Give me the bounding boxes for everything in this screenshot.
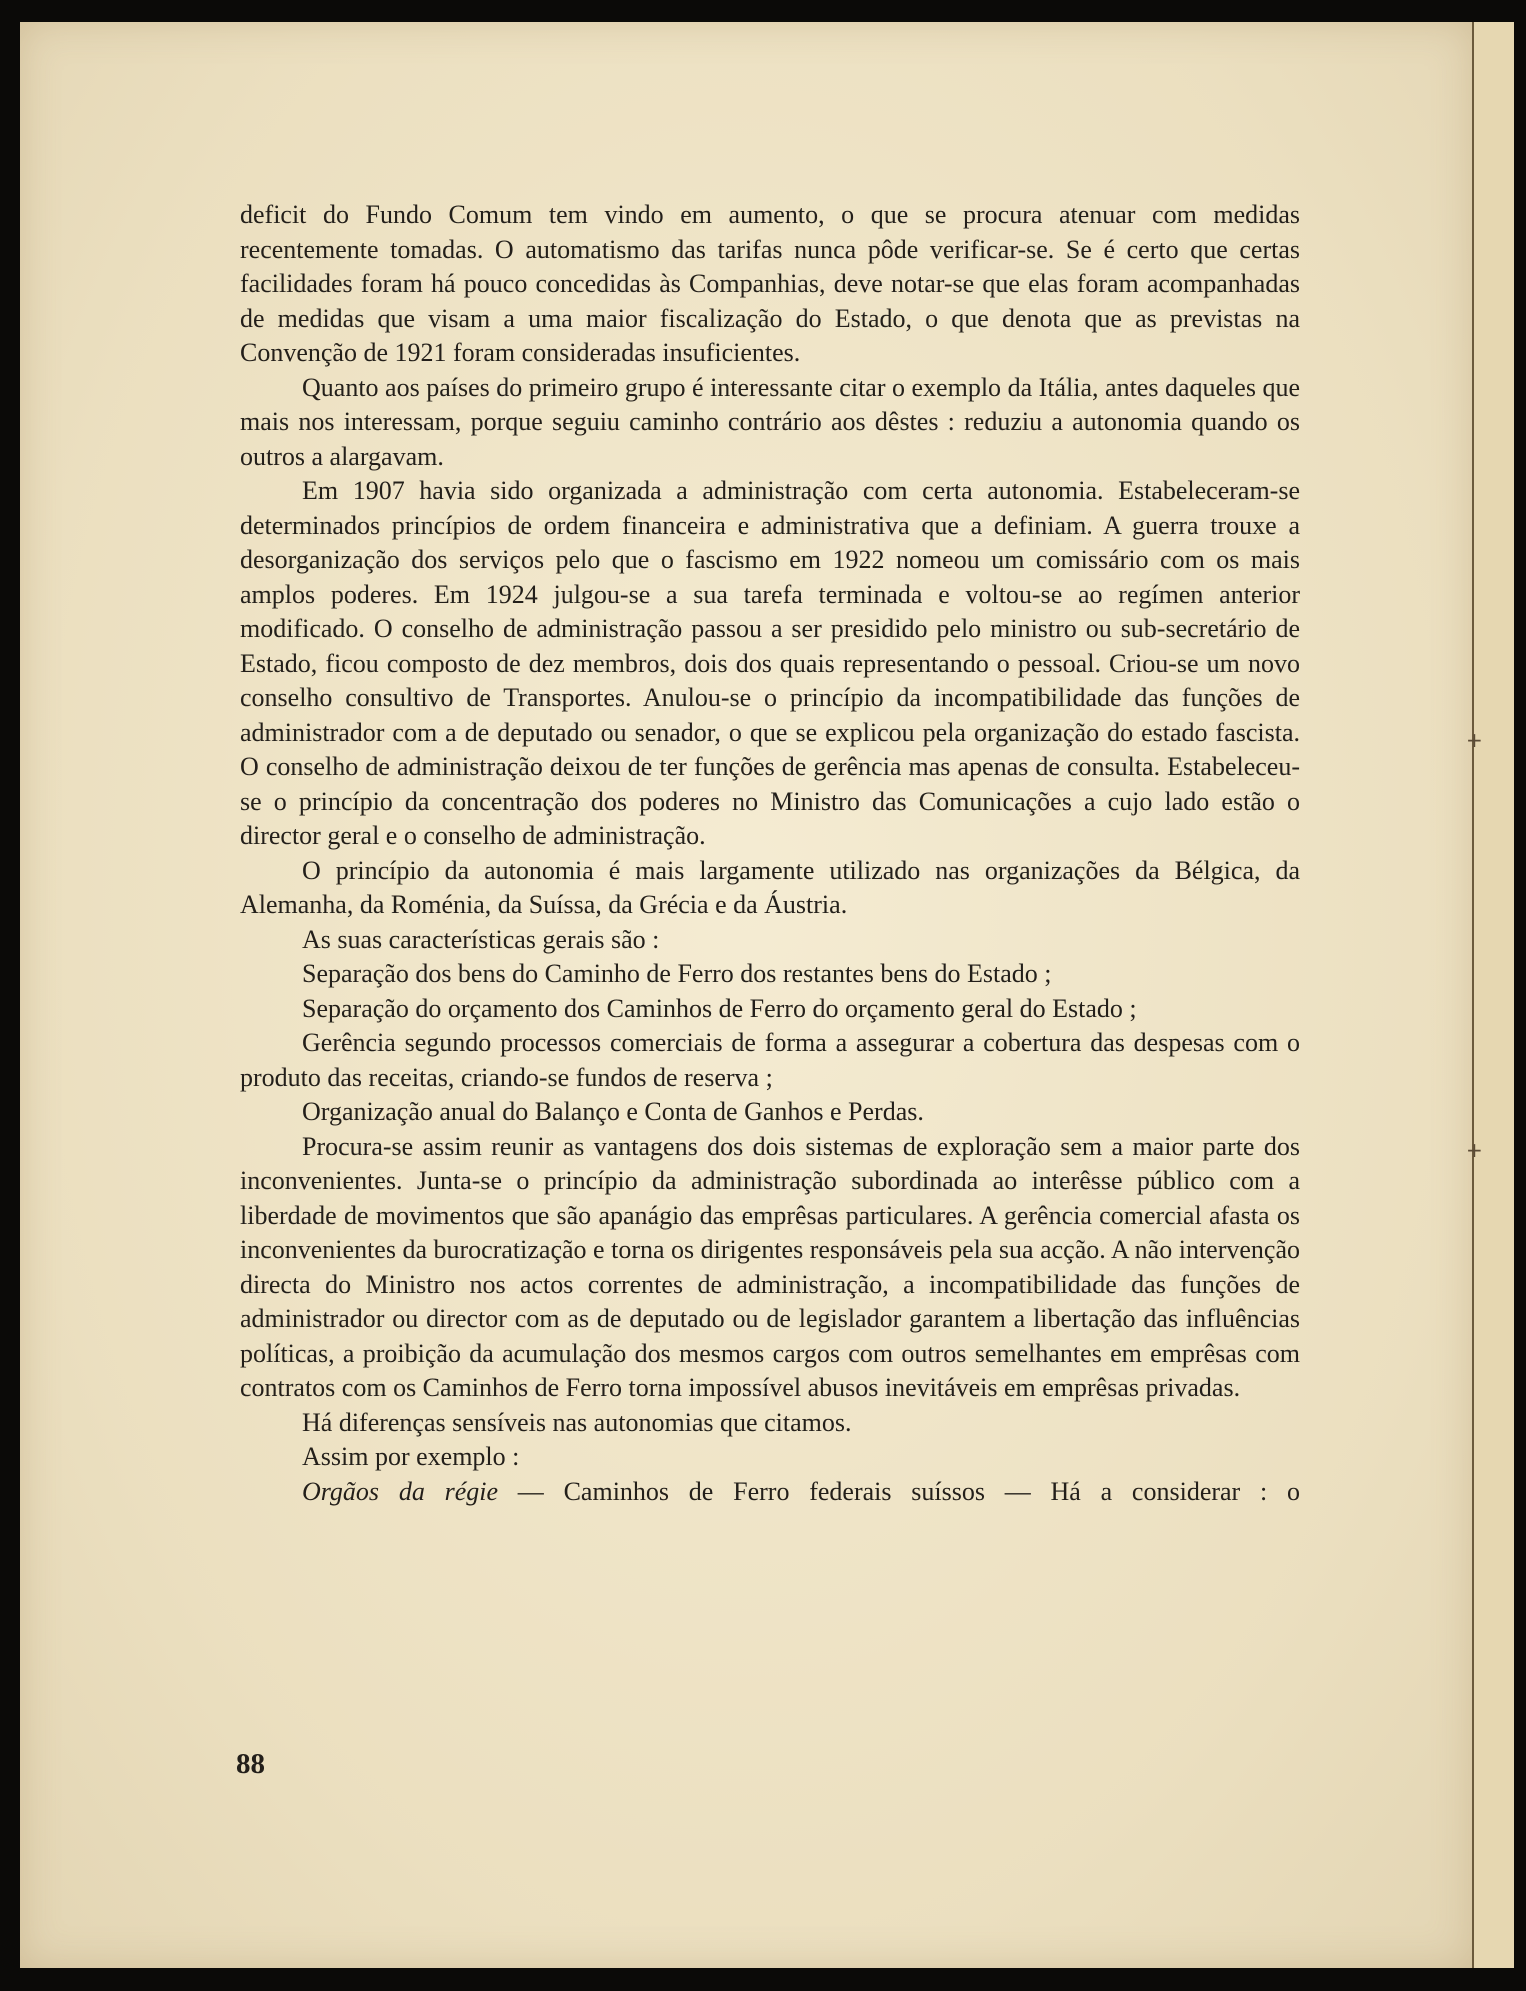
closing-line-text: — Caminhos de Ferro federais suíssos — Há a considerar : o	[498, 1476, 1300, 1506]
body-text	[240, 198, 1300, 1509]
italic-heading: Orgãos da régie	[302, 1476, 499, 1506]
page-number: 88	[236, 1748, 265, 1780]
list-item: Separação dos bens do Caminho de Ferro dos restantes bens do Estado ;	[302, 959, 1052, 988]
list-item: Gerência segundo processos comerciais de forma a assegurar a cobertura das despesas com o produto das receitas, criando-se fundos de reserva ;	[240, 1028, 1300, 1092]
list-item: Organização anual do Balanço e Conta de Ganhos e Perdas.	[302, 1097, 924, 1126]
paragraph: O princípio da autonomia é mais largamente utilizado nas organizações da Bélgica, da Alemanha, da Roménia, da Suíssa, da Grécia e da Áustria.	[240, 855, 1300, 919]
paragraph: deficit do Fundo Comum tem vindo em aumento, o que se procura atenuar com medidas recentemente tomadas. O automatismo das tarifas nunca pôde verificar-se. Se é certo que certas facilidades foram há pouco concedidas às Companhias, deve notar-se que elas foram acompanhadas de medidas que visam a uma maior fiscalização do Estado, o que denota que as previstas na Convenção de 1921 foram consideradas insuficientes.	[240, 200, 1300, 367]
page-edge-mark: +	[1466, 728, 1483, 752]
closing-line	[240, 1475, 1300, 1510]
paragraph: Procura-se assim reunir as vantagens dos dois sistemas de exploração sem a maior parte dos inconvenientes. Junta-se o princípio da administração subordinada ao interêsse público com a liberdade de movimentos que são apanágio das emprêsas particulares. A gerência comercial afasta os inconvenientes da burocratização e torna os dirigentes responsáveis pela sua acção. A não intervenção directa do Ministro nos actos correntes de administração, a incompatibilidade das funções de administrador ou director com as de deputado ou de legislador garantem a libertação das influências políticas, a proibição da acumulação dos mesmos cargos com outros semelhantes em emprêsas com contratos com os Caminhos de Ferro torna impossível abusos inevitáveis em emprêsas privadas.	[240, 1131, 1300, 1402]
paragraph: Em 1907 havia sido organizada a administração com certa autonomia. Estabeleceram-se determinados princípios de ordem financeira e administrativa que a definiam. A guerra trouxe a desorganização dos serviços pelo que o fascismo em 1922 nomeou um comissário com os mais amplos poderes. Em 1924 julgou-se a sua tarefa terminada e voltou-se ao regímen anterior modificado. O conselho de administração passou a ser presidido pelo ministro ou sub-secretário de Estado, ficou composto de dez membros, dois dos quais representando o pessoal. Criou-se um novo conselho consultivo de Transportes. Anulou-se o princípio da incompatibilidade das funções de administrador com a de deputado ou senador, o que se explicou pela organização do estado fascista. O conselho de administração deixou de ter funções de gerência mas apenas de consulta. Estabeleceu-se o princípio da concentração dos poderes no Ministro das Comunicações a cujo lado estão o director geral e o conselho de administração.	[240, 476, 1300, 850]
paragraph: Assim por exemplo :	[302, 1442, 520, 1471]
adjacent-page-edge	[1472, 22, 1514, 1968]
paragraph: Quanto aos países do primeiro grupo é interessante citar o exemplo da Itália, antes daqueles que mais nos interessam, porque seguiu caminho contrário aos dêstes : reduziu a autonomia quando os outros a alargavam.	[240, 372, 1300, 471]
list-item: Separação do orçamento dos Caminhos de Ferro do orçamento geral do Estado ;	[302, 993, 1137, 1023]
page-edge-mark: +	[1466, 1138, 1483, 1162]
paragraph: Há diferenças sensíveis nas autonomias que citamos.	[302, 1407, 852, 1437]
paragraph: As suas características gerais são :	[302, 924, 660, 954]
